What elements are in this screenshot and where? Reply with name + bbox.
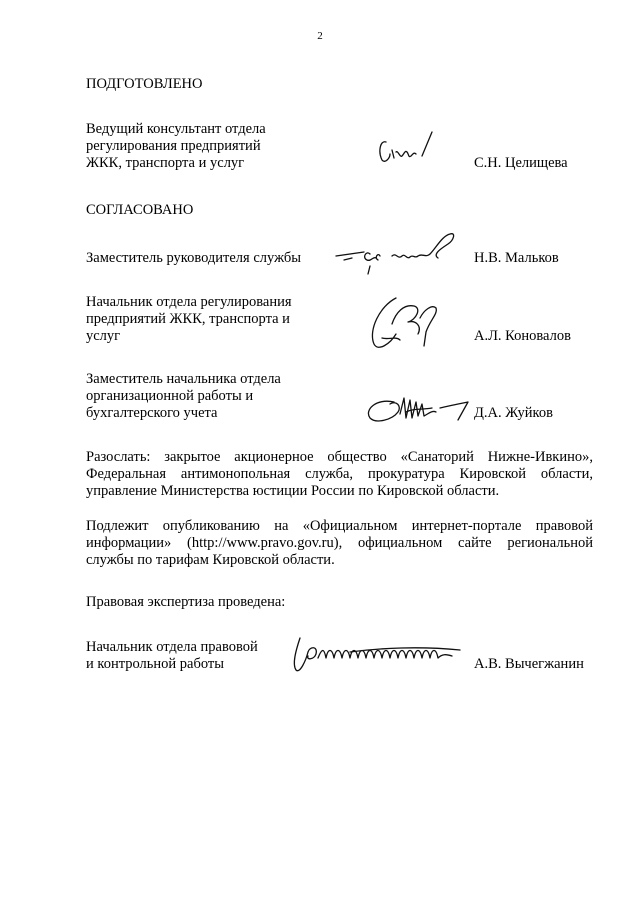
distribution-paragraph <box>86 449 593 500</box>
prepared-position-line-3: ЖКК, транспорта и услуг <box>86 155 245 171</box>
signer-3-position-line-2: организационной работы и <box>86 388 254 404</box>
legal-review-statement: Правовая экспертиза проведена: <box>86 594 286 610</box>
prepared-name: С.Н. Целищева <box>474 155 568 171</box>
publication-line-2: информации» (http://www.pravo.gov.ru), официальном сайте региональной <box>86 535 593 551</box>
publication-line-3: службы по тарифам Кировской области. <box>86 552 335 568</box>
signer-3-position-line-1: Заместитель начальника отдела <box>86 371 281 387</box>
distribution-line-1: Разослать: закрытое акционерное общество «Санаторий Нижне-Ивкино», <box>86 449 593 465</box>
legal-review-signature <box>290 630 470 674</box>
distribution-line-3: управление Министерства юстиции России по Кировской области. <box>86 483 500 499</box>
signer-2-signature <box>366 290 446 354</box>
signer-3-signature <box>362 390 477 432</box>
prepared-position-line-2: регулирования предприятий <box>86 138 261 154</box>
agreed-heading: СОГЛАСОВАНО <box>86 202 194 218</box>
signer-3-position-line-3: бухгалтерского учета <box>86 405 218 421</box>
signer-1-position: Заместитель руководителя службы <box>86 250 302 266</box>
signer-2-position-line-1: Начальник отдела регулирования <box>86 294 292 310</box>
signer-1-name: Н.В. Мальков <box>474 250 559 266</box>
legal-review-position-line-1: Начальник отдела правовой <box>86 639 258 655</box>
signer-2-position-line-3: услуг <box>86 328 121 344</box>
legal-review-name: А.В. Вычегжанин <box>474 656 584 672</box>
distribution-line-2: Федеральная антимонопольная служба, прокуратура Кировской области, <box>86 466 593 482</box>
publication-line-1: Подлежит опубликованию на «Официальном интернет-портале правовой <box>86 518 593 534</box>
signer-1-signature <box>330 222 480 278</box>
prepared-position-line-1: Ведущий консультант отдела <box>86 121 266 137</box>
signer-2-position-line-2: предприятий ЖКК, транспорта и <box>86 311 290 327</box>
signer-3-name: Д.А. Жуйков <box>474 405 553 421</box>
page-number: 2 <box>317 30 323 42</box>
legal-review-position-line-2: и контрольной работы <box>86 656 224 672</box>
prepared-heading: ПОДГОТОВЛЕНО <box>86 76 203 92</box>
signer-2-name: А.Л. Коновалов <box>474 328 571 344</box>
publication-paragraph <box>86 518 593 569</box>
prepared-signature <box>372 128 442 170</box>
